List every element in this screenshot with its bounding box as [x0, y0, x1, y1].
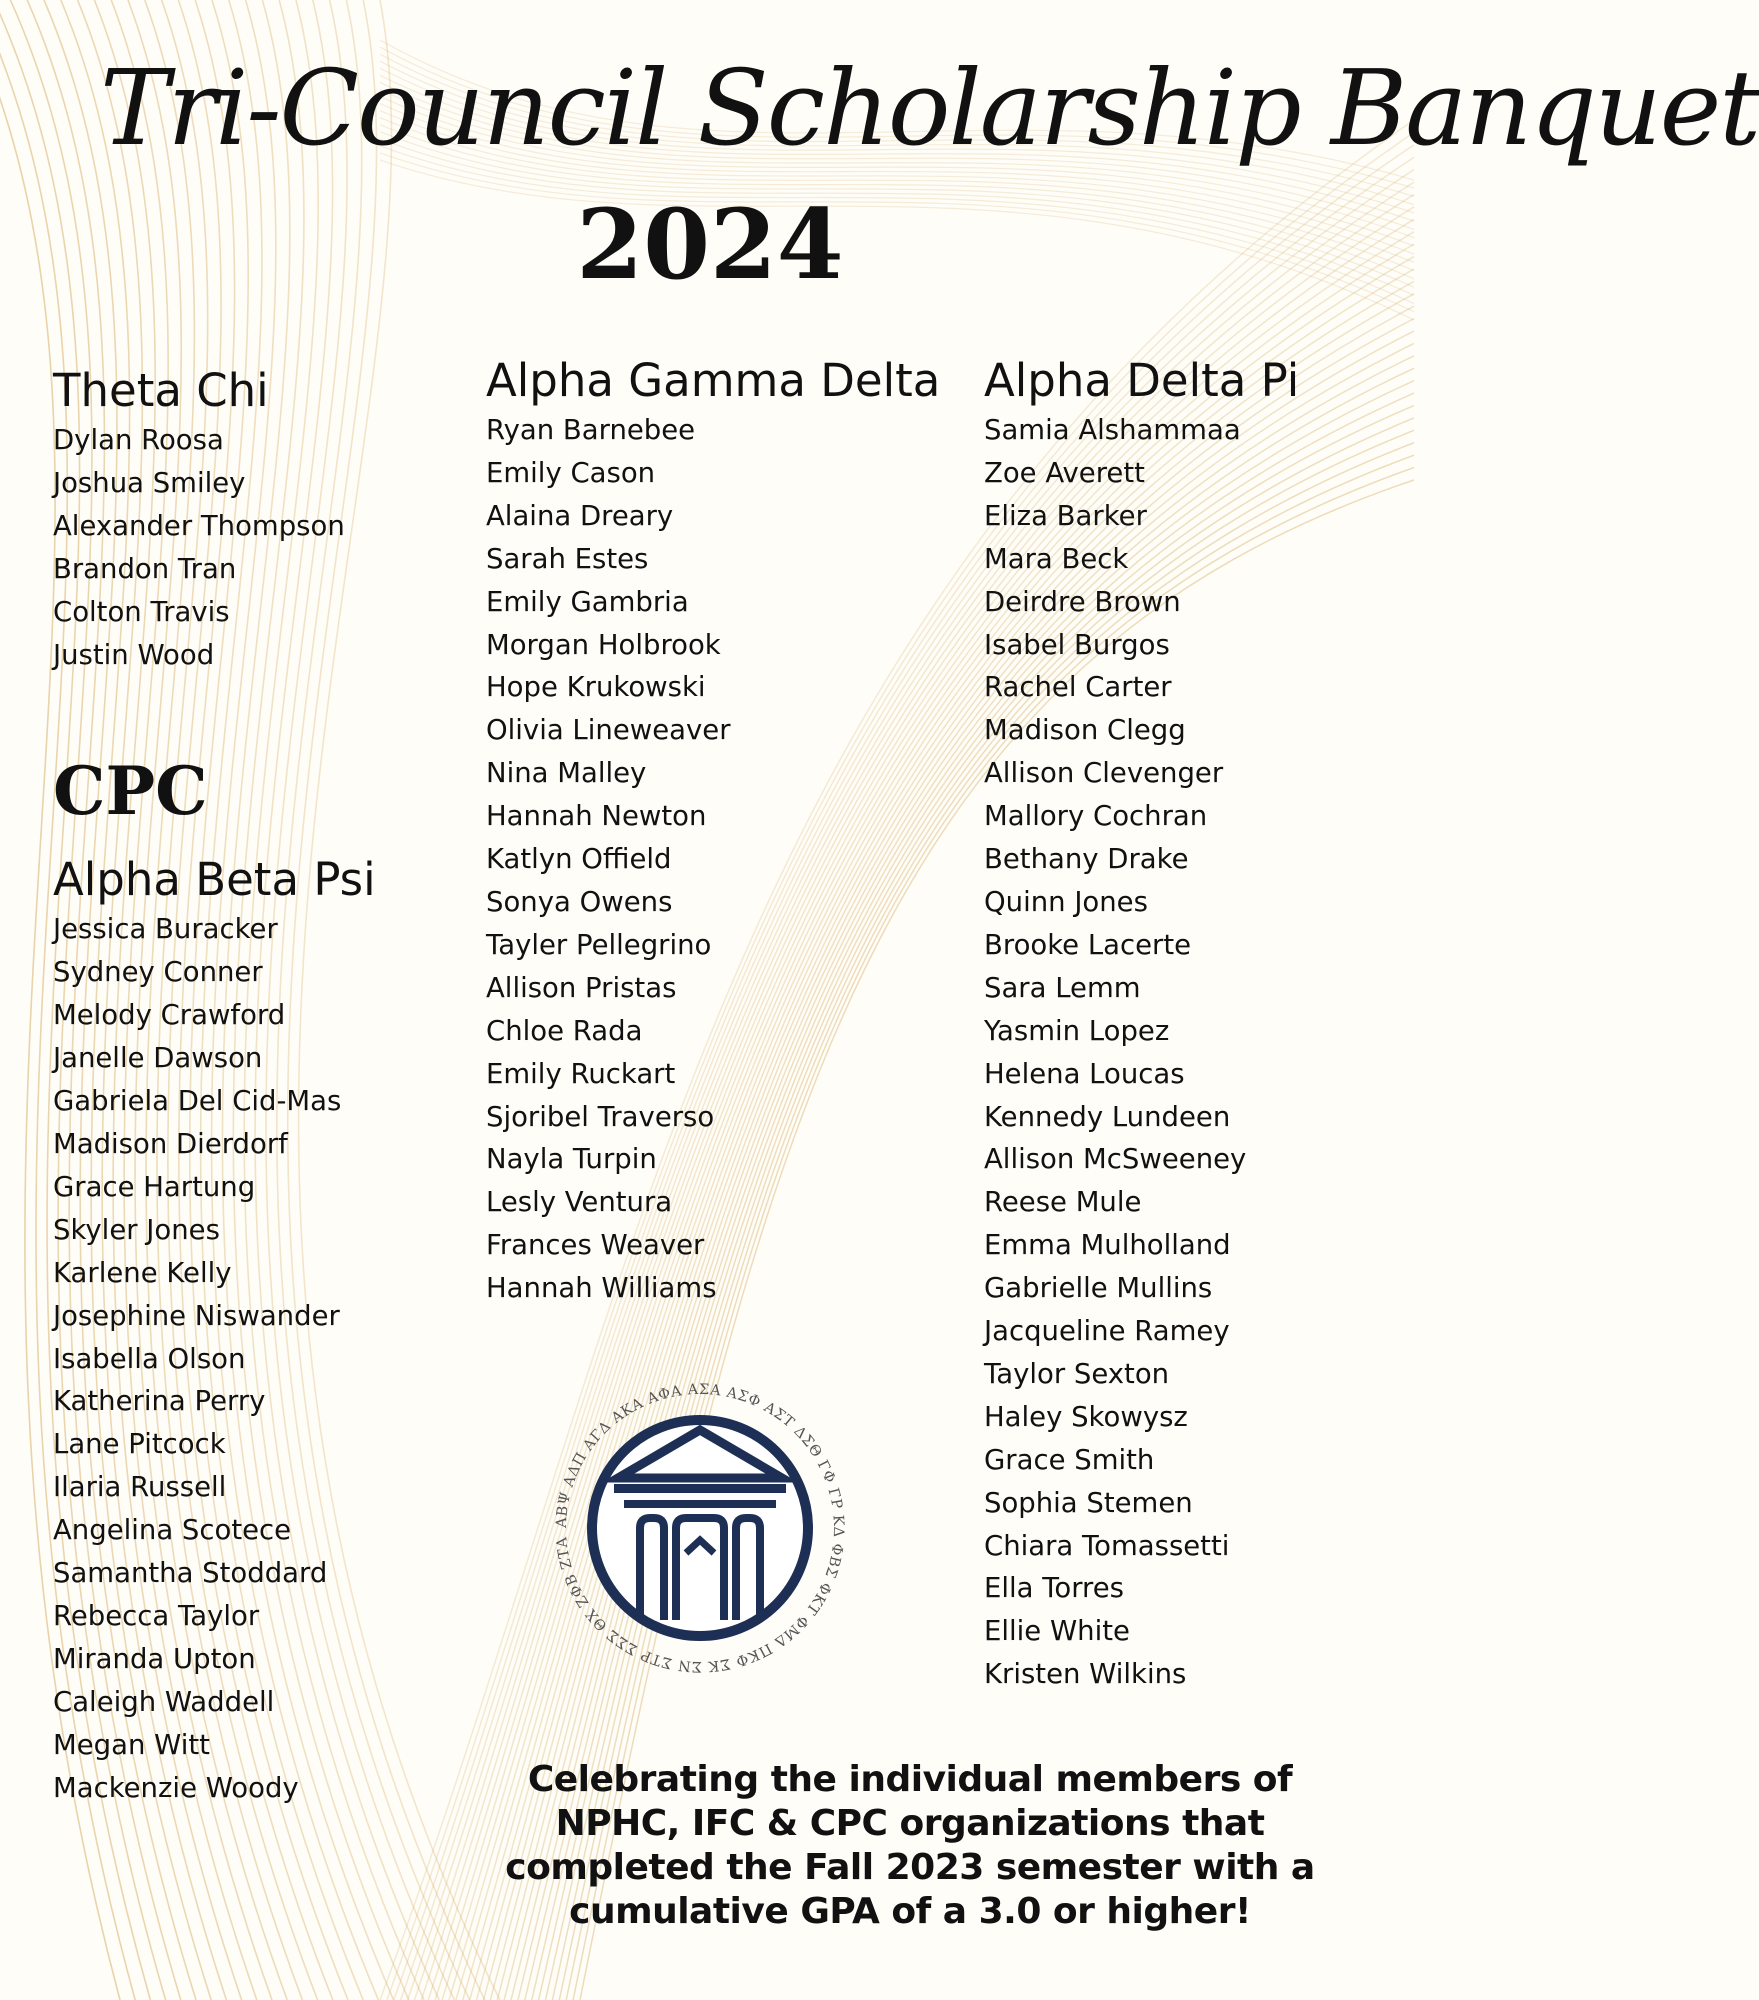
member-name: Lesly Ventura: [486, 1186, 673, 1219]
member-name: Allison McSweeney: [984, 1143, 1247, 1176]
member-name: Nina Malley: [486, 757, 647, 790]
member-name: Mackenzie Woody: [53, 1771, 299, 1804]
member-name: Janelle Dawson: [53, 1042, 263, 1075]
member-name: Lane Pitcock: [53, 1428, 226, 1461]
member-name: Grace Hartung: [53, 1170, 256, 1203]
member-name: Katherina Perry: [53, 1385, 266, 1418]
member-name: Yasmin Lopez: [984, 1014, 1170, 1047]
member-name: Katlyn Offield: [486, 843, 672, 876]
member-name: Grace Smith: [984, 1443, 1155, 1476]
event-year: 2024: [576, 188, 844, 301]
member-name: Angelina Scotece: [53, 1514, 292, 1547]
member-name: Ilaria Russell: [53, 1471, 227, 1504]
member-name: Sophia Stemen: [984, 1486, 1193, 1519]
member-name: Tayler Pellegrino: [486, 928, 712, 961]
member-name: Sara Lemm: [984, 971, 1141, 1004]
org-heading-alpha-delta-pi: Alpha Delta Pi: [984, 354, 1300, 407]
member-name: Dylan Roosa: [53, 424, 224, 456]
member-name: Taylor Sexton: [984, 1357, 1170, 1390]
name-list: [53, 419, 433, 676]
member-name: Reese Mule: [984, 1186, 1142, 1219]
member-name: Alexander Thompson: [53, 509, 345, 542]
org-heading-theta-chi: Theta Chi: [53, 364, 269, 417]
left-column: [53, 362, 433, 1809]
member-name: Eliza Barker: [984, 499, 1147, 532]
member-name: Hannah Newton: [486, 800, 707, 833]
member-name: Emily Cason: [486, 456, 656, 489]
member-name: Samantha Stoddard: [53, 1557, 328, 1590]
member-name: Emma Mulholland: [984, 1229, 1231, 1262]
tagline-line: completed the Fall 2023 semester with a: [505, 1847, 1315, 1888]
org-heading-alpha-gamma-delta: Alpha Gamma Delta: [486, 354, 941, 407]
member-name: Brandon Tran: [53, 552, 237, 585]
member-name: Ellie White: [984, 1615, 1130, 1648]
tagline-line: cumulative GPA of a 3.0 or higher!: [569, 1891, 1251, 1932]
member-name: Megan Witt: [53, 1728, 210, 1761]
middle-column: [486, 352, 946, 1310]
member-name: Haley Skowysz: [984, 1400, 1188, 1433]
member-name: Josephine Niswander: [53, 1299, 340, 1332]
member-name: Samia Alshammaa: [984, 414, 1241, 446]
member-name: Alaina Dreary: [486, 499, 674, 532]
member-name: Kennedy Lundeen: [984, 1100, 1231, 1133]
member-name: Madison Clegg: [984, 714, 1186, 747]
member-name: Caleigh Waddell: [53, 1685, 275, 1718]
member-name: Joshua Smiley: [53, 466, 246, 499]
member-name: Chloe Rada: [486, 1014, 643, 1047]
member-name: Isabel Burgos: [984, 628, 1170, 661]
member-name: Quinn Jones: [984, 885, 1148, 918]
member-name: Gabrielle Mullins: [984, 1272, 1213, 1305]
member-name: Chiara Tomassetti: [984, 1529, 1230, 1562]
member-name: Ryan Barnebee: [486, 414, 696, 446]
name-list: [53, 908, 433, 1809]
tagline-line: NPHC, IFC & CPC organizations that: [555, 1803, 1265, 1844]
org-heading-alpha-beta-psi: Alpha Beta Psi: [53, 853, 376, 907]
member-name: Hope Krukowski: [486, 671, 706, 704]
greek-council-seal-icon: [540, 1368, 860, 1688]
member-name: Karlene Kelly: [53, 1256, 232, 1289]
member-name: Allison Clevenger: [984, 757, 1224, 790]
tagline-line: Celebrating the individual members of: [527, 1759, 1293, 1800]
member-name: Sjoribel Traverso: [486, 1100, 715, 1133]
member-name: Mara Beck: [984, 542, 1129, 575]
name-list: [486, 409, 946, 1310]
member-name: Madison Dierdorf: [53, 1127, 288, 1160]
member-name: Kristen Wilkins: [984, 1658, 1187, 1691]
member-name: Allison Pristas: [486, 971, 677, 1004]
member-name: Hannah Williams: [486, 1272, 717, 1305]
member-name: Sonya Owens: [486, 885, 673, 918]
member-name: Morgan Holbrook: [486, 628, 721, 661]
member-name: Mallory Cochran: [984, 800, 1208, 833]
member-name: Olivia Lineweaver: [486, 714, 731, 747]
member-name: Isabella Olson: [53, 1342, 246, 1375]
member-name: Emily Ruckart: [486, 1057, 676, 1090]
seal-ring-text: ΑΒΨ ΑΔΠ ΑΓΔ ΑΚΑ ΑΦΑ ΑΣΑ ΑΣΦ ΑΣΤ ΔΣΘ ΓΦ ΓΡ ΚΔ ΦΒΣ ΦΚΤ ΦΜΔ ΠΚΦ ΣΚ ΣΝ ΣΤΡ ΣΣΣ ΘΧ ΖΦΒ ΖΤΑ: [553, 1381, 847, 1675]
event-title: Tri-Council Scholarship Banquet: [100, 47, 1759, 169]
member-name: Ella Torres: [984, 1572, 1124, 1605]
member-name: Frances Weaver: [486, 1229, 705, 1262]
member-name: Nayla Turpin: [486, 1143, 657, 1176]
council-heading-cpc: CPC: [53, 752, 208, 831]
member-name: Bethany Drake: [984, 843, 1189, 876]
member-name: Emily Gambria: [486, 585, 689, 618]
member-name: Justin Wood: [53, 638, 215, 671]
member-name: Jacqueline Ramey: [984, 1315, 1230, 1348]
member-name: Gabriela Del Cid-Mas: [53, 1085, 342, 1118]
member-name: Melody Crawford: [53, 999, 286, 1032]
member-name: Helena Loucas: [984, 1057, 1185, 1090]
name-list: [984, 409, 1404, 1696]
member-name: Rebecca Taylor: [53, 1599, 260, 1632]
member-name: Miranda Upton: [53, 1642, 256, 1675]
member-name: Zoe Averett: [984, 456, 1145, 489]
tagline: [470, 1758, 1350, 1934]
member-name: Deirdre Brown: [984, 585, 1181, 618]
member-name: Sarah Estes: [486, 542, 649, 575]
member-name: Sydney Conner: [53, 956, 263, 989]
member-name: Brooke Lacerte: [984, 928, 1192, 961]
member-name: Jessica Buracker: [53, 913, 278, 946]
member-name: Skyler Jones: [53, 1213, 220, 1246]
right-column: [984, 352, 1404, 1696]
member-name: Rachel Carter: [984, 671, 1172, 704]
member-name: Colton Travis: [53, 595, 230, 628]
